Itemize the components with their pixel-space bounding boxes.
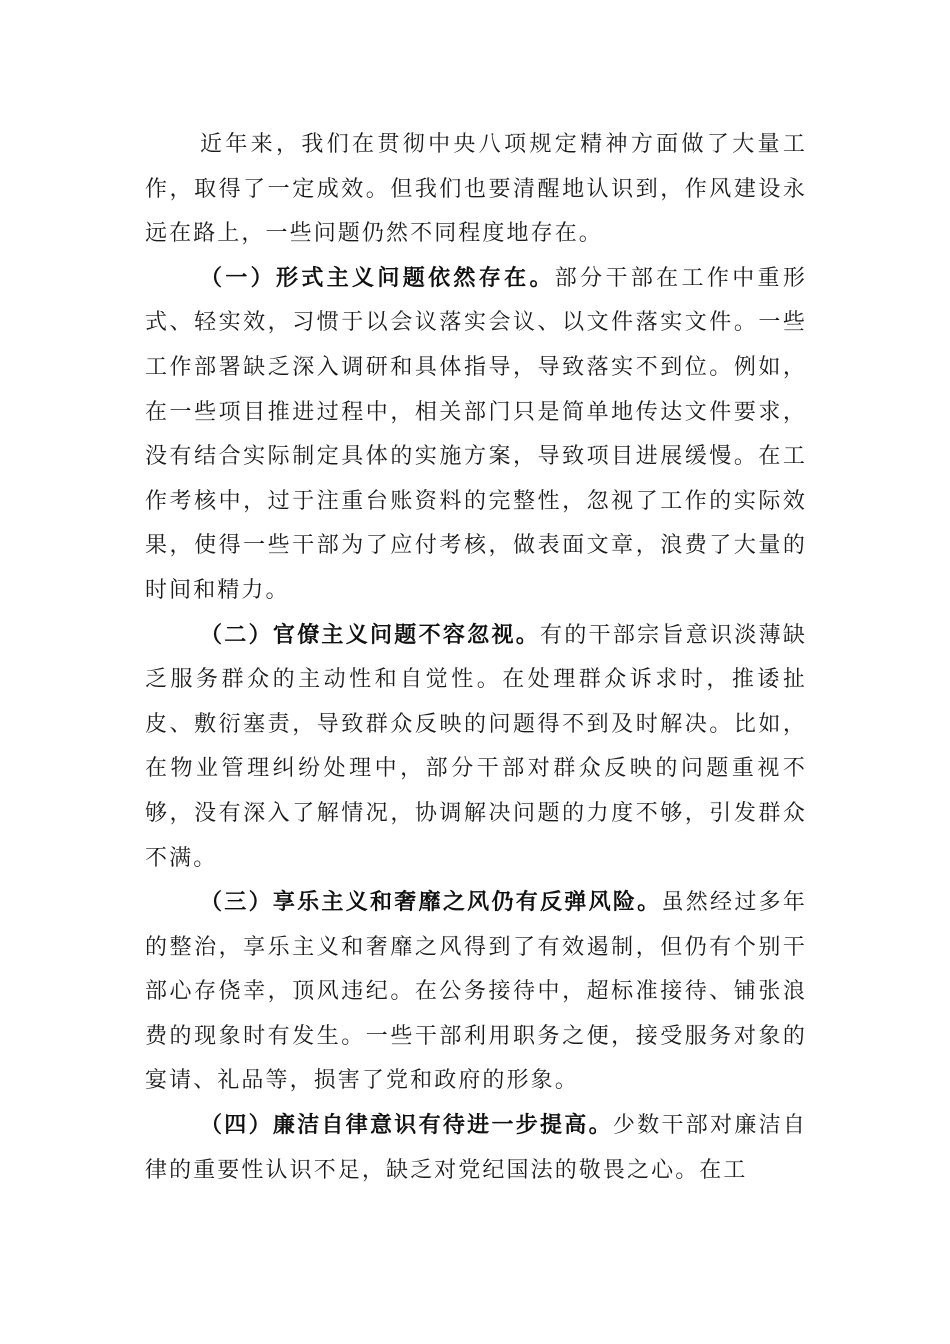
section-heading-3: （三）享乐主义和奢靡之风仍有反弹风险。 <box>200 890 662 916</box>
section-text-2: 有的干部宗旨意识淡薄缺乏服务群众的主动性和自觉性。在处理群众诉求时，推诿扯皮、敷衍塞责，导致群众反映的问题得不到及时解决。比如，在物业管理纠纷处理中，部分干部对群众反映的问题重视不够，没有深入了解情况，协调解决问题的力度不够，引发群众不满。 <box>145 622 808 871</box>
intro-paragraph <box>145 123 807 257</box>
section-heading-1: （一）形式主义问题依然存在。 <box>200 265 555 291</box>
intro-text: 近年来，我们在贯彻中央八项规定精神方面做了大量工作，取得了一定成效。但我们也要清醒地认识到，作风建设永远在路上，一些问题仍然不同程度地存在。 <box>145 132 807 247</box>
section-paragraph-1 <box>145 257 807 614</box>
document-body <box>145 123 807 1193</box>
section-text-1: 部分干部在工作中重形式、轻实效，习惯于以会议落实会议、以文件落实文件。一些工作部署缺乏深入调研和具体指导，导致落实不到位。例如，在一些项目推进过程中，相关部门只是简单地传达文件要求，没有结合实际制定具体的实施方案，导致项目进展缓慢。在工作考核中，过于注重台账资料的完整性，忽视了工作的实际效果，使得一些干部为了应付考核，做表面文章，浪费了大量的时间和精力。 <box>145 265 807 603</box>
section-text-4: 少数干部对廉洁自律的重要性认识不足，缺乏对党纪国法的敬畏之心。在工 <box>145 1113 807 1183</box>
section-heading-4: （四）廉洁自律意识有待进一步提高。 <box>200 1113 613 1139</box>
section-paragraph-2 <box>145 614 807 882</box>
section-paragraph-4 <box>145 1104 807 1193</box>
section-text-3: 虽然经过多年的整治，享乐主义和奢靡之风得到了有效遏制，但仍有个别干部心存侥幸，顶风违纪。在公务接待中，超标准接待、铺张浪费的现象时有发生。一些干部利用职务之便，接受服务对象的宴请、礼品等，损害了党和政府的形象。 <box>145 890 807 1094</box>
section-paragraph-3 <box>145 881 807 1104</box>
section-heading-2: （二）官僚主义问题不容忽视。 <box>200 622 541 648</box>
